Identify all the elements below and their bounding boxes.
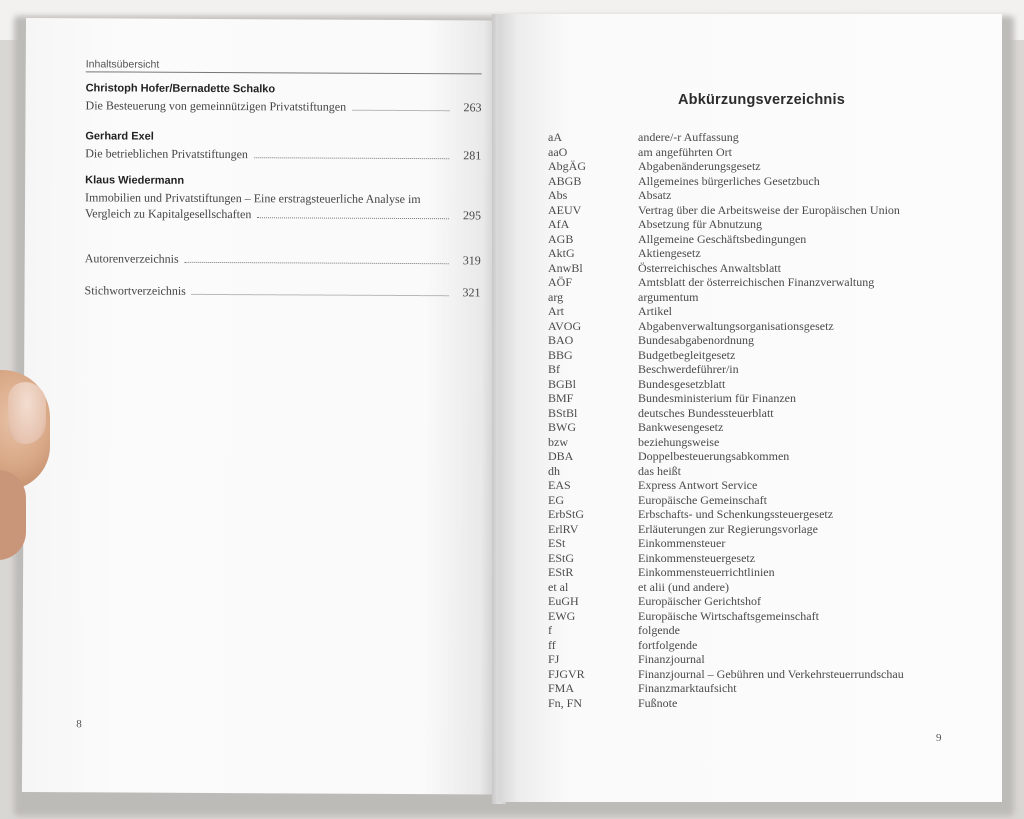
toc-page-number: 321 [462,285,481,300]
abbreviation-meaning: Europäische Gemeinschaft [638,492,767,507]
abbreviation-meaning: Vertrag über die Arbeitsweise der Europäischen Union [638,202,900,217]
thumbnail-nail [8,382,46,444]
toc-author: Gerhard Exel [85,130,154,143]
abbreviation-row [548,261,978,276]
toc-title: Die Besteuerung von gemeinnützigen Privatstiftungen [85,98,347,114]
toc-author: Christoph Hofer/Bernadette Schalko [85,82,276,96]
abbreviation-term: AbgÄG [548,159,586,173]
abbreviation-term: EAS [548,478,571,492]
abbreviation-term: EWG [548,608,576,623]
abbreviation-row [548,681,978,696]
abbreviation-meaning: Erbschafts- und Schenkungssteuergesetz [638,507,834,521]
page-number-right: 9 [936,732,942,744]
abbreviation-list [548,130,978,710]
abbreviation-meaning: das heißt [638,463,681,478]
abbreviation-row [548,377,978,392]
abbreviation-meaning: Allgemeines bürgerliches Gesetzbuch [638,173,820,188]
abbreviation-meaning: argumentum [638,289,699,304]
abbreviation-meaning: Abgabenverwaltungsorganisationsgesetz [638,318,834,333]
toc-leader-dots [254,157,449,159]
left-page [22,18,498,794]
abbreviation-term: ErlRV [548,521,579,536]
abbreviation-row [548,203,978,218]
abbreviation-row [548,507,978,522]
abbreviation-row [548,449,978,464]
abbreviation-row [548,638,978,653]
abbreviation-meaning: beziehungsweise [638,434,720,449]
abbreviation-meaning: Einkommensteuerrichtlinien [638,565,775,579]
abbreviation-row [548,319,978,334]
abbreviation-term: AGB [548,231,574,246]
abbreviation-row [548,362,978,377]
abbreviation-term: arg [548,289,564,304]
abbreviation-term: EuGH [548,594,579,608]
abbreviation-row [548,188,978,203]
abbreviation-row [548,246,978,261]
toc-line [85,282,481,300]
abbreviation-row [548,275,978,290]
abbreviation-meaning: Beschwerdeführer/in [638,362,739,376]
abbreviation-term: FMA [548,681,575,695]
abbreviation-term: dh [548,463,560,478]
toc-title: Autorenverzeichnis [84,251,179,266]
toc-leader-dots [192,294,449,296]
abbreviation-row [548,391,978,406]
abbreviation-meaning: Bundesabgabenordnung [638,333,754,347]
abbreviation-row [548,696,978,711]
abbreviation-meaning: Einkommensteuergesetz [638,550,756,565]
abbreviation-meaning: fortfolgende [638,637,698,652]
abbreviation-meaning: Allgemeine Geschäftsbedingungen [638,231,807,246]
abbreviation-row [548,478,978,493]
toc-page-number: 319 [462,253,481,268]
abbreviation-meaning: Fußnote [638,695,678,710]
abbreviation-row [548,420,978,435]
toc-line [86,97,482,115]
abbreviation-meaning: deutsches Bundessteuerblatt [638,405,774,420]
abbreviation-meaning: Absetzung für Abnutzung [638,217,762,231]
abbreviation-row [548,493,978,508]
toc-title-first-line: Immobilien und Privatstiftungen – Eine erstragsteuerliche Analyse im [85,190,421,207]
toc-line [85,250,481,268]
abbreviation-term: FJ [548,652,560,666]
abbreviation-meaning: am angeführten Ort [638,144,732,159]
running-head: Inhaltsübersicht [85,58,160,71]
toc-title: Stichwortverzeichnis [84,283,186,298]
toc-page-number: 295 [462,208,482,223]
toc-line [85,145,481,163]
abbreviation-meaning: et alii (und andere) [638,579,729,594]
toc-title: Die betrieblichen Privatstiftungen [85,146,248,162]
abbreviation-row [548,174,978,189]
abbreviation-term: Fn, FN [548,695,583,710]
abbreviation-term: aA [548,130,562,144]
abbreviation-meaning: Bundesgesetzblatt [638,376,726,391]
abbreviation-row [548,580,978,595]
abbreviation-row [548,348,978,363]
abbreviation-row [548,609,978,624]
abbreviation-meaning: Finanzmarktaufsicht [638,681,737,695]
abbreviation-term: AEUV [548,202,582,217]
abbreviation-meaning: Europäische Wirtschaftsgemeinschaft [638,608,819,623]
running-head-rule [86,71,482,74]
abbreviation-term: BWG [548,420,576,434]
abbreviation-term: EStR [548,565,574,579]
abbreviation-meaning: Aktiengesetz [638,246,701,260]
abbreviation-meaning: Österreichisches Anwaltsblatt [638,260,781,275]
abbreviation-row [548,130,978,145]
abbreviation-row [548,290,978,305]
abbreviation-meaning: Budgetbegleitgesetz [638,347,736,362]
right-page [498,14,1002,802]
abbreviation-meaning: Artikel [638,304,672,318]
abbreviation-row [548,565,978,580]
abbreviation-row [548,594,978,609]
abbreviation-meaning: Bankwesengesetz [638,420,724,434]
abbreviation-term: AktG [548,246,575,260]
toc-title: Vergleich zu Kapitalgesellschaften [84,206,252,222]
abbreviation-row [548,159,978,174]
toc-author: Klaus Wiedermann [85,174,185,187]
abbreviation-term: aaO [548,144,568,159]
abbreviation-meaning: Amtsblatt der österreichischen Finanzverwaltung [638,275,875,289]
abbreviation-row [548,551,978,566]
toc-leader-dots [257,217,449,219]
abbreviation-row [548,304,978,319]
abbreviation-term: bzw [548,434,568,449]
abbreviation-term: AÖF [548,275,573,289]
toc-entry-hofer[interactable] [86,82,482,115]
abbreviation-term: BMF [548,391,574,405]
abbreviation-term: ESt [548,536,566,550]
abbreviation-term: AnwBl [548,260,583,275]
abbreviation-meaning: Finanzjournal – Gebühren und Verkehrsteuerrundschau [638,666,904,681]
abbreviation-row [548,522,978,537]
abbreviation-row [548,145,978,160]
abbreviation-term: DBA [548,449,574,463]
abbreviation-term: Abs [548,188,568,202]
abbreviation-row [548,667,978,682]
abbreviation-meaning: Finanzjournal [638,652,705,666]
abbreviation-meaning: Absatz [638,188,672,202]
abbreviation-term: EStG [548,550,575,565]
toc-page-number: 281 [463,148,482,163]
abbreviation-row [548,232,978,247]
abbreviation-meaning: Europäischer Gerichtshof [638,594,761,608]
abbreviation-row [548,217,978,232]
abbreviation-meaning: Erläuterungen zur Regierungsvorlage [638,521,818,536]
abbreviation-meaning: Abgabenänderungsgesetz [638,159,761,173]
abbreviation-meaning: Express Antwort Service [638,478,758,492]
abbreviation-term: BStBl [548,405,578,420]
toc-leader-dots [185,262,449,264]
abbreviation-term: EG [548,492,564,507]
toc-entry-exel[interactable] [85,130,481,163]
abbreviation-row [548,435,978,450]
abbreviation-row [548,536,978,551]
abbreviation-term: ErbStG [548,507,584,521]
toc-line [85,205,481,223]
abbreviation-term: BGBl [548,376,577,391]
abbreviation-row [548,464,978,479]
abbreviation-term: FJGVR [548,666,585,681]
abbreviation-row [548,623,978,638]
toc-entry-wiedermann[interactable] [85,174,481,223]
abbreviation-term: Bf [548,362,560,376]
toc-leader-dots [352,110,449,112]
page-number-left: 8 [76,718,82,731]
abbreviation-meaning: Bundesministerium für Finanzen [638,391,796,405]
abbreviation-meaning: Doppelbesteuerungsabkommen [638,449,790,463]
abbreviation-term: f [548,623,552,637]
toc-entry-stichwortverzeichnis[interactable] [85,282,481,300]
abbreviation-term: Art [548,304,564,318]
abbreviation-row [548,333,978,348]
abbreviation-row [548,652,978,667]
abbreviation-term: et al [548,579,569,594]
abbreviation-term: ABGB [548,173,582,188]
abbreviation-meaning: folgende [638,623,680,637]
abbreviation-term: ff [548,637,556,652]
toc-page-number: 263 [463,100,482,115]
abbreviation-meaning: andere/-r Auffassung [638,130,739,144]
abbreviation-meaning: Einkommensteuer [638,536,726,550]
abbreviation-term: AfA [548,217,570,231]
page-title: Abkürzungsverzeichnis [678,92,845,108]
abbreviation-term: BAO [548,333,574,347]
toc-entry-autorenverzeichnis[interactable] [85,250,481,268]
abbreviation-row [548,406,978,421]
abbreviation-term: BBG [548,347,573,362]
abbreviation-term: AVOG [548,318,582,333]
